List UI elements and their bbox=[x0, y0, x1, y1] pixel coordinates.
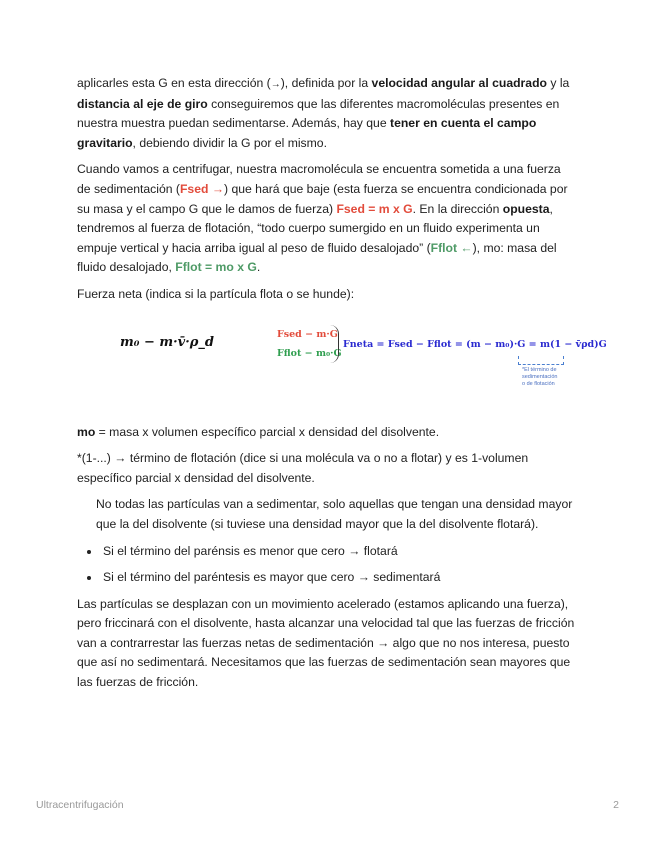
paragraph-7: Las partículas se desplazan con un movimiento acelerado (estamos aplicando una fuerza), pero friccinará con el disolvente, hasta alcanzar una velocidad tal que las fuerzas de fricción van a contrarrestar las fuerzas netas de sedimentación → algo que no nos interesa, puesto que así no sedimentará. Necesitamos que las fuerzas de sedimentación sean mayores que las fuerzas de fricción. bbox=[77, 596, 575, 690]
formula-right bbox=[277, 325, 607, 387]
fsed-equation: Fsed = m x G bbox=[336, 201, 413, 216]
fsed-formula: Fsed − m·G bbox=[277, 328, 338, 340]
text: , tendremos al fuerza de flotación, “todo cuerpo sumergido en un fluido experimenta un empuje vertical y hacia arriba igual al peso de fluido desalojado” ( bbox=[77, 201, 553, 255]
page-content bbox=[77, 74, 607, 700]
text: . En la dirección bbox=[412, 201, 503, 216]
paragraph-1 bbox=[77, 74, 577, 153]
arrow-icon: → bbox=[270, 79, 281, 90]
formula-left: m₀ − m·v̄·ρ_d bbox=[120, 334, 214, 350]
list-item: Si el término del parénsis es menor que cero → flotará bbox=[96, 542, 577, 562]
text: Cuando vamos a centrifugar, nuestra macromolécula se encuentra sometida a una fuerza de sedimentación ( bbox=[77, 162, 561, 196]
fsed-label: Fsed → bbox=[179, 181, 225, 196]
bold-text: mo bbox=[77, 424, 96, 439]
bold-text: distancia al eje de giro bbox=[77, 96, 208, 111]
paragraph-6: No todas las partículas van a sedimentar, solo aquellas que tengan una densidad mayor que la del disolvente (si tuviese una densidad mayor que la del disolvente flotará). bbox=[96, 497, 573, 531]
text: ), definida por la bbox=[280, 76, 372, 90]
text: = masa x volumen específico parcial x densidad del disolvente. bbox=[95, 424, 440, 439]
note-line: *El término de sedimentación bbox=[522, 366, 558, 380]
paragraph-5: *(1-...) → término de flotación (dice si una molécula va o no a flotar) y es 1-volumen específico parcial x densidad del disolvente. bbox=[77, 451, 529, 485]
bold-text: velocidad angular al cuadrado bbox=[371, 76, 547, 90]
text: conseguiremos que las diferentes macromoléculas presentes en nuestra muestra puedan sedimentarse. Además, hay que bbox=[77, 96, 560, 131]
paragraph-3: Fuerza neta (indica si la partícula flota o se hunde): bbox=[77, 286, 355, 301]
flotation-note bbox=[522, 367, 557, 388]
fflot-formula: Fflot − m₀·G bbox=[277, 347, 342, 359]
brace bbox=[330, 325, 339, 363]
bold-text: tener en cuenta el campo gravitario bbox=[77, 116, 537, 150]
flotation-term-box bbox=[518, 356, 564, 365]
net-force-formula: Fneta = Fsed − Fflot = (m − m₀)·G = m(1 − v̄ρd)G bbox=[343, 338, 607, 350]
text: aplicarles esta G en esta dirección ( bbox=[77, 76, 271, 90]
text: ) que hará que baje (esta fuerza se encuentra condicionada por su masa y el campo G que le damos de fuerza) bbox=[77, 181, 568, 216]
formula-image bbox=[77, 313, 607, 423]
text: . bbox=[256, 260, 261, 275]
paragraph-2 bbox=[77, 160, 577, 278]
fflot-label: Fflot ← bbox=[430, 240, 473, 255]
note-line: o de flotación bbox=[522, 380, 555, 387]
bold-text: opuesta bbox=[502, 201, 550, 216]
text: ), mo: masa del fluido desalojado, bbox=[77, 240, 557, 275]
page-number: 2 bbox=[613, 799, 619, 811]
text: , debiendo dividir la G por el mismo. bbox=[132, 135, 327, 150]
page-footer bbox=[36, 799, 619, 811]
list-item: Si el término del paréntesis es mayor que cero → sedimentará bbox=[96, 568, 577, 588]
footer-title: Ultracentrifugación bbox=[36, 799, 124, 811]
text: y la bbox=[546, 76, 570, 90]
fflot-equation: Fflot = mo x G bbox=[175, 260, 257, 275]
paragraph-4 bbox=[77, 423, 577, 443]
bullet-list bbox=[77, 542, 577, 588]
